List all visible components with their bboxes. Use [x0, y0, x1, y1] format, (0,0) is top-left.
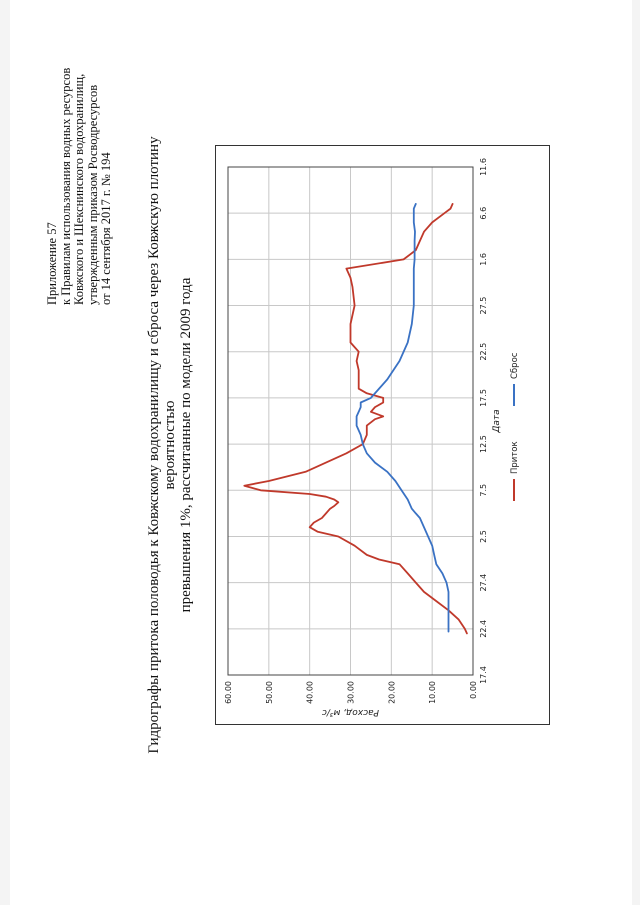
y-tick-label: 10.00	[428, 681, 438, 704]
y-tick-label: 40.00	[305, 681, 315, 704]
appendix-line: Приложение 57	[45, 222, 59, 305]
chart-title-line-2: превышения 1%, рассчитанные по модели 2009 года	[178, 277, 194, 613]
appendix-line: утвержденным приказом Росводресурсов	[85, 84, 100, 305]
y-tick-label: 0.00	[469, 681, 478, 699]
x-tick-label: 6.6	[479, 206, 488, 220]
x-tick-label: 2.5	[479, 530, 488, 543]
x-axis-title: Дата	[492, 409, 502, 433]
x-tick-label: 27.5	[479, 296, 488, 315]
y-tick-label: 20.00	[387, 681, 397, 704]
chart-title-line-1: Гидрографы притока половодья к Ковжскому водохранилищу и сброса через Ковжскую плотину вероятностью	[146, 136, 178, 754]
chart-frame	[215, 145, 550, 725]
x-tick-label: 17.5	[479, 389, 488, 407]
chart-title	[146, 95, 194, 795]
legend-label: Приток	[510, 441, 520, 474]
x-tick-label: 22.4	[479, 619, 488, 638]
x-tick-label: 12.5	[479, 435, 488, 453]
x-tick-label: 22.5	[479, 342, 488, 361]
appendix-line: Ковжского и Шекснинского водохранилищ,	[72, 73, 86, 305]
x-tick-label: 1.6	[479, 252, 488, 266]
legend-label: Сброс	[510, 352, 520, 379]
hydrograph-chart	[216, 146, 549, 724]
x-tick-label: 17.4	[479, 666, 488, 684]
series-line-inflow	[244, 204, 467, 634]
y-axis-title: Расход, м³/с	[321, 707, 380, 717]
x-tick-label: 11.6	[479, 158, 488, 176]
x-tick-label: 7.5	[479, 483, 488, 497]
appendix-header	[46, 5, 114, 305]
appendix-line: от 14 сентября 2017 г. № 194	[99, 152, 113, 305]
x-tick-label: 27.4	[479, 573, 488, 592]
appendix-line: к Правилам использования водных ресурсов	[58, 67, 73, 305]
y-tick-label: 60.00	[224, 681, 233, 704]
y-tick-label: 30.00	[346, 681, 356, 704]
y-tick-label: 50.00	[264, 681, 274, 704]
